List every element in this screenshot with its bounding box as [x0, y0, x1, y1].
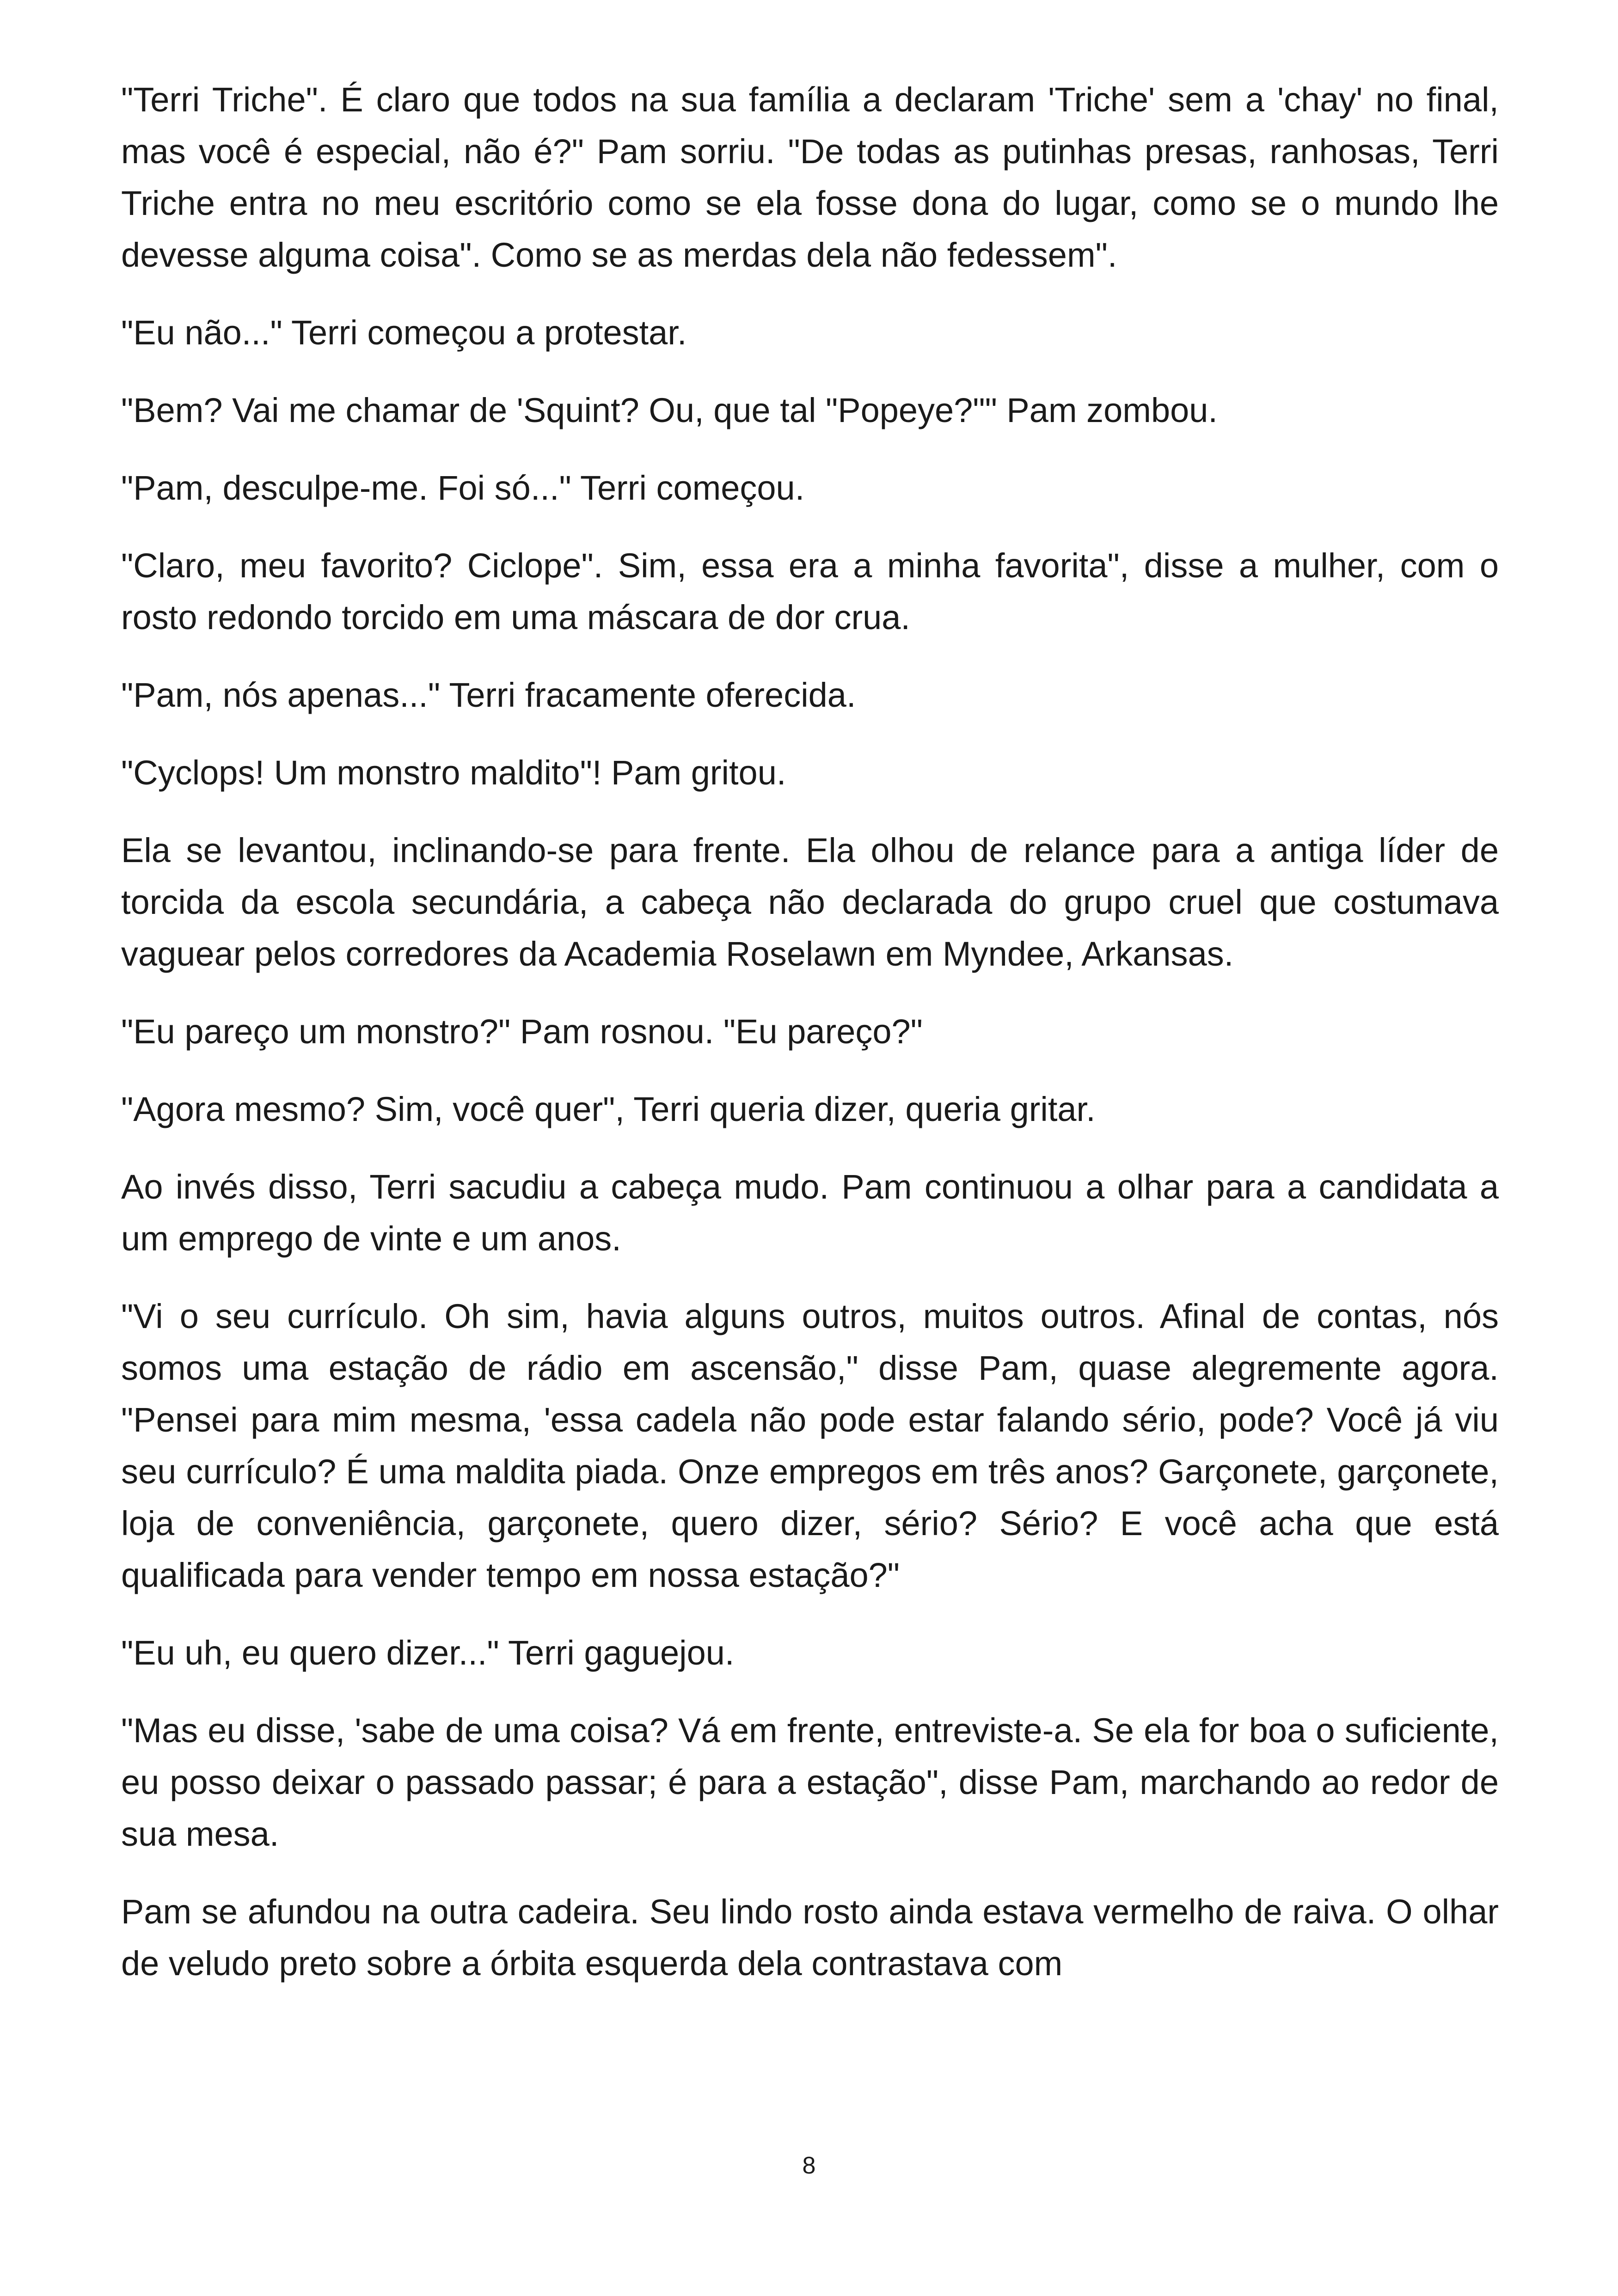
page-number: 8 — [802, 2152, 816, 2179]
paragraph: "Cyclops! Um monstro maldito"! Pam gritou. — [121, 753, 786, 792]
paragraph: "Vi o seu currículo. Oh sim, havia alguns outros, muitos outros. Afinal de contas, nós somos uma estação de rádio em ascensão," disse Pam, quase alegremente agora. "Pensei para mim mesma, 'essa cadela não pode estar falando sério, pode? Você já viu seu currículo? É uma maldita piada. Onze empregos em três anos? Garçonete, garçonete, loja de conveniência, garçonete, quero dizer, sério? Sério? E você acha que está qualificada para vender tempo em nossa estação?" — [121, 1297, 1499, 1594]
paragraph: "Eu uh, eu quero dizer..." Terri gaguejou. — [121, 1634, 735, 1672]
paragraph: "Terri Triche". É claro que todos na sua família a declaram 'Triche' sem a 'chay' no final, mas você é especial, não é?" Pam sorriu. "De todas as putinhas presas, ranhosas, Terri Triche entra no meu escritório como se ela fosse dona do lugar, como se o mundo lhe devesse alguma coisa". Como se as merdas dela não fedessem". — [121, 80, 1499, 274]
paragraph: "Claro, meu favorito? Ciclope". Sim, essa era a minha favorita", disse a mulher, com o rosto redondo torcido em uma máscara de dor crua. — [121, 546, 1499, 637]
paragraph: Pam se afundou na outra cadeira. Seu lindo rosto ainda estava vermelho de raiva. O olhar de veludo preto sobre a órbita esquerda dela contrastava com — [121, 1892, 1499, 1983]
paragraph: "Eu não..." Terri começou a protestar. — [121, 313, 687, 352]
document-body — [121, 74, 1499, 2015]
paragraph: "Pam, nós apenas..." Terri fracamente oferecida. — [121, 676, 856, 714]
paragraph: "Mas eu disse, 'sabe de uma coisa? Vá em frente, entreviste-a. Se ela for boa o suficiente, eu posso deixar o passado passar; é para a estação", disse Pam, marchando ao redor de sua mesa. — [121, 1711, 1499, 1853]
paragraph: "Pam, desculpe-me. Foi só..." Terri começou. — [121, 469, 805, 507]
paragraph: "Eu pareço um monstro?" Pam rosnou. "Eu pareço?" — [121, 1012, 923, 1051]
paragraph: Ela se levantou, inclinando-se para frente. Ela olhou de relance para a antiga líder de torcida da escola secundária, a cabeça não declarada do grupo cruel que costumava vaguear pelos corredores da Academia Roselawn em Myndee, Arkansas. — [121, 831, 1499, 973]
paragraph: "Bem? Vai me chamar de 'Squint? Ou, que tal "Popeye?"" Pam zombou. — [121, 391, 1218, 429]
paragraph: Ao invés disso, Terri sacudiu a cabeça mudo. Pam continuou a olhar para a candidata a um emprego de vinte e um anos. — [121, 1168, 1499, 1258]
paragraph: "Agora mesmo? Sim, você quer", Terri queria dizer, queria gritar. — [121, 1090, 1096, 1128]
